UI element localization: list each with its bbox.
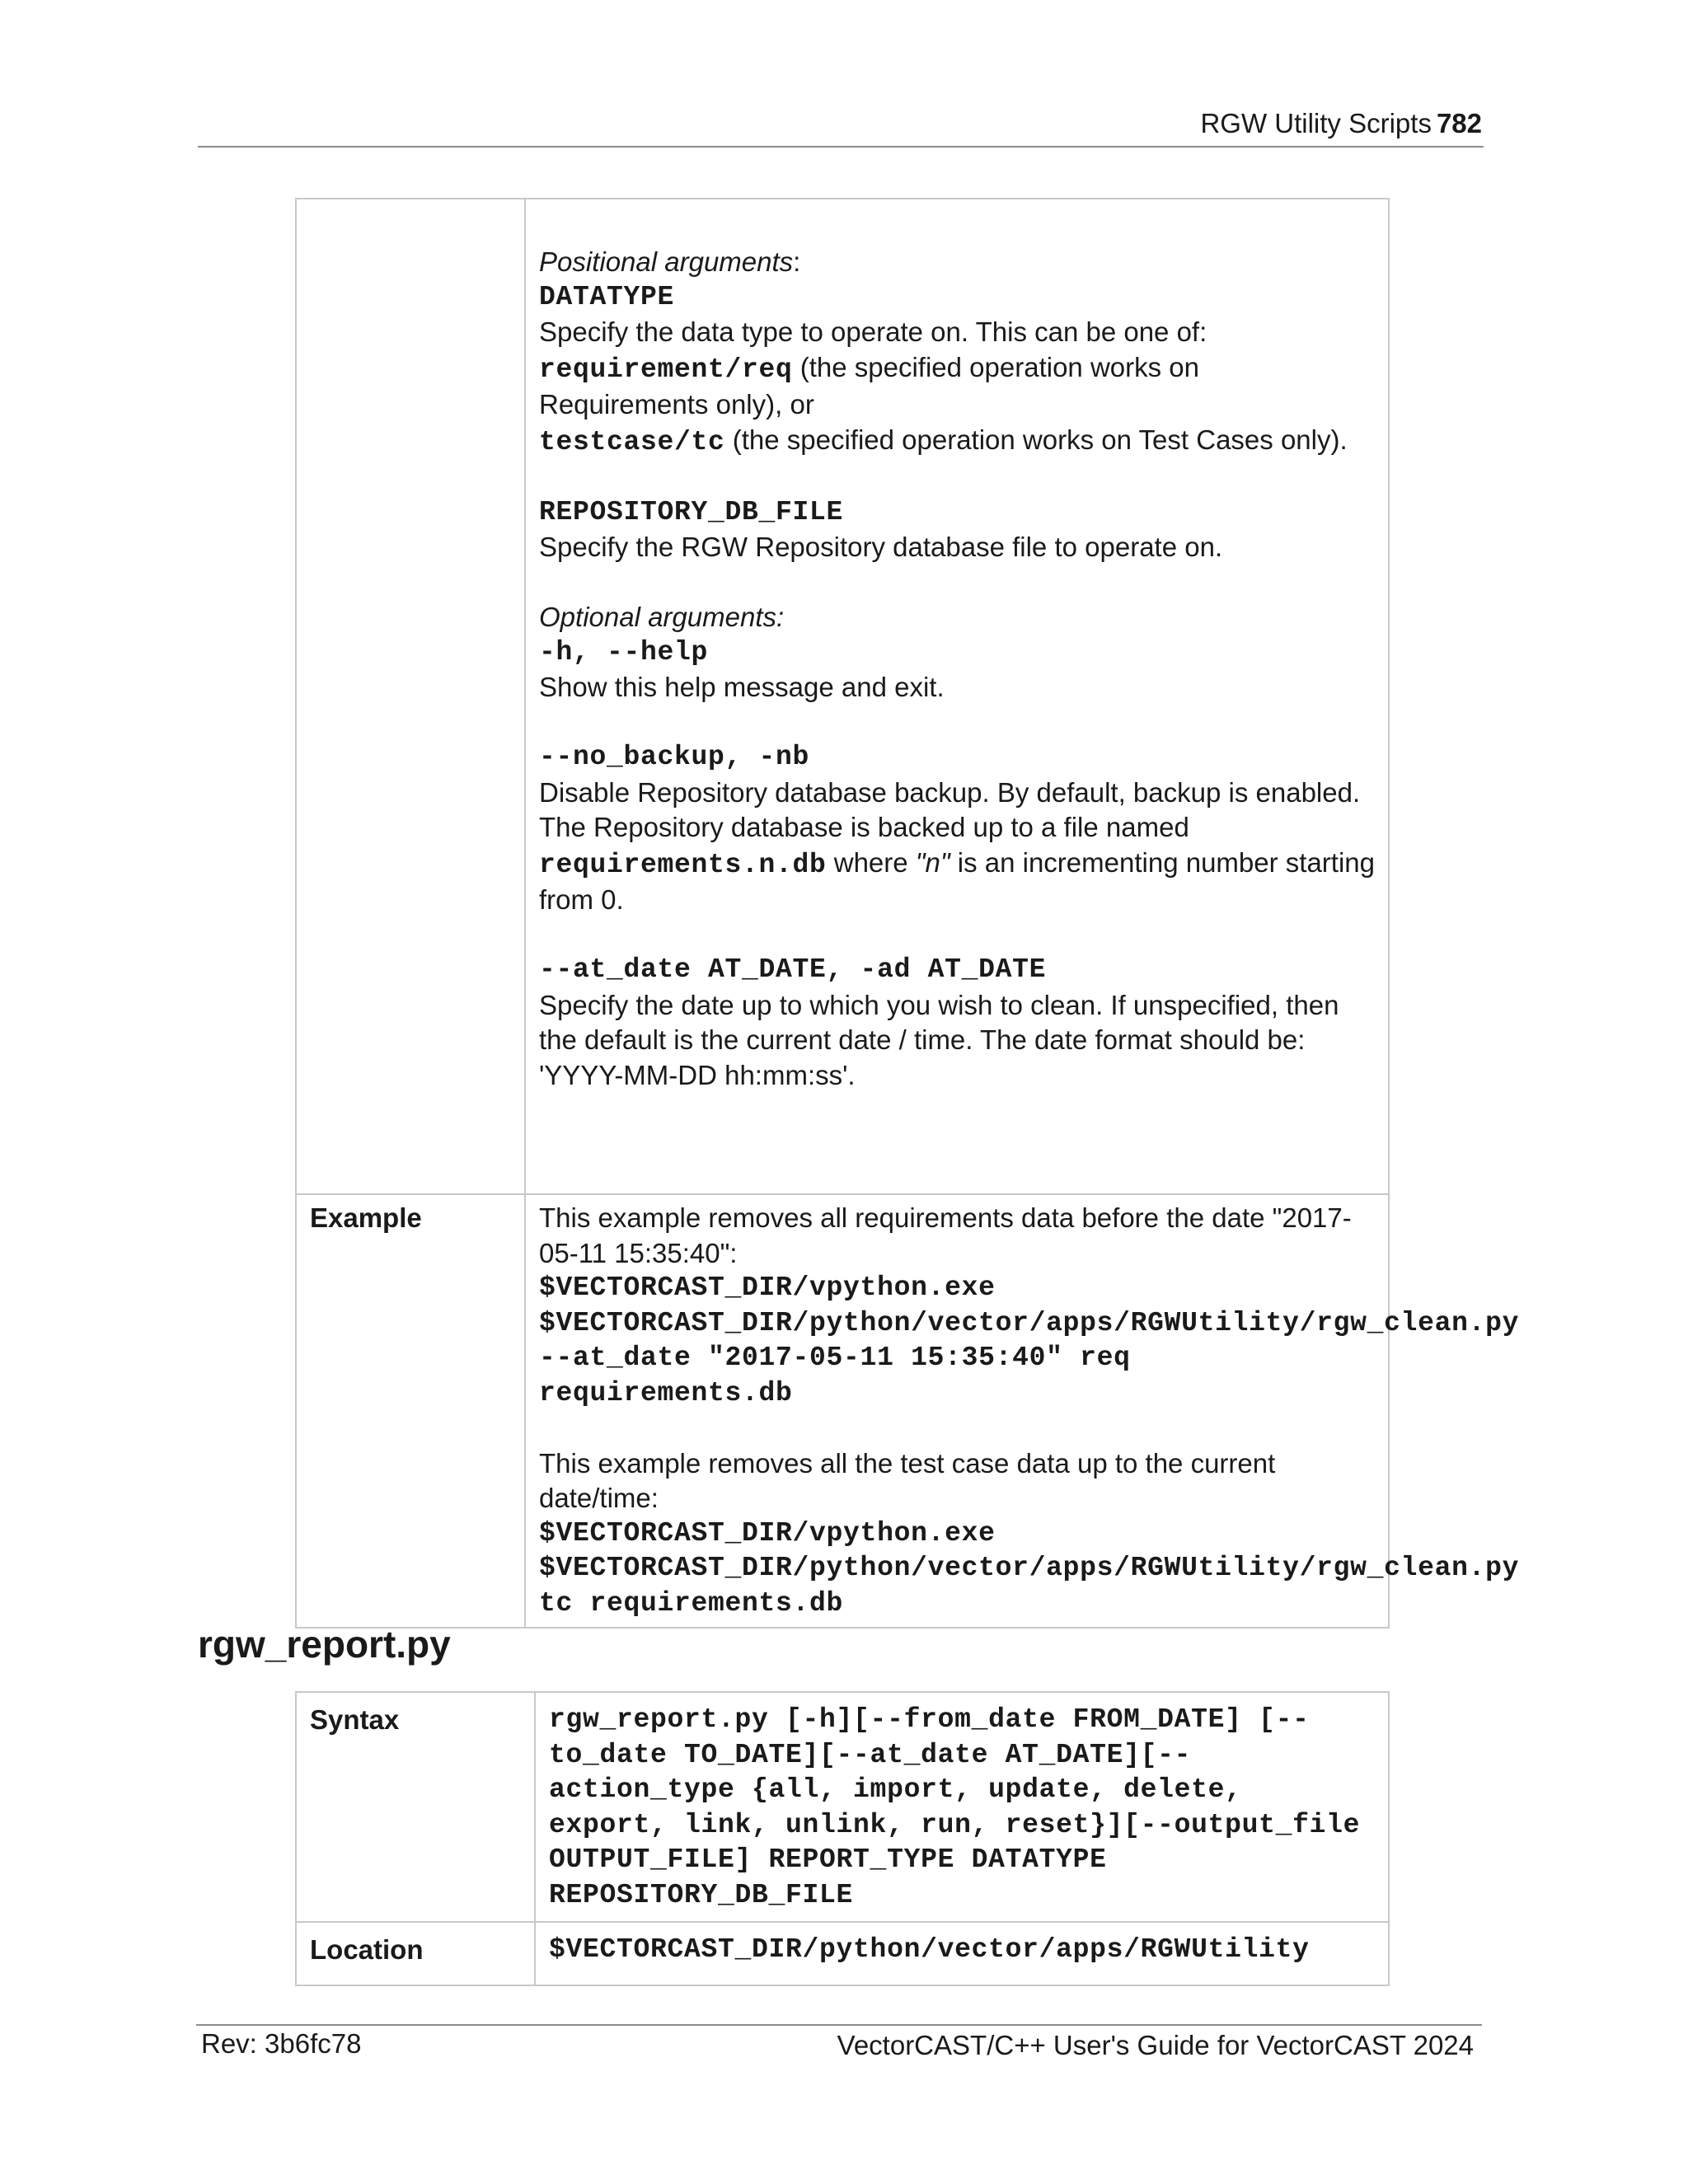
table-row [296, 199, 1389, 1194]
no-backup-desc-part2: where [826, 846, 916, 878]
table-row [296, 1922, 1389, 1985]
page-header [1200, 107, 1482, 140]
empty-label-cell [296, 199, 525, 1194]
positional-colon: : [793, 246, 801, 277]
repository-db-file-name: REPOSITORY_DB_FILE [539, 496, 844, 527]
testcase-tc-code: testcase/tc [539, 426, 725, 457]
table-row [296, 1194, 1389, 1628]
requirements-n-db-code: requirements.n.db [539, 849, 827, 880]
no-backup-desc-part1: Disable Repository database backup. By default, backup is enabled. The Repository database is backed up to a file named [539, 776, 1361, 842]
header-rule [198, 146, 1484, 148]
repository-db-file-desc: Specify the RGW Repository database file to operate on. [539, 532, 1223, 562]
location-value: $VECTORCAST_DIR/python/vector/apps/RGWUtility [535, 1922, 1389, 1985]
rgw-clean-table [295, 198, 1520, 1629]
testcase-tc-text: (the specified operation works on Test Cases only). [724, 424, 1348, 455]
footer-revision: Rev: 3b6fc78 [201, 2028, 362, 2059]
datatype-argument-desc: Specify the data type to operate on. This can be one of: [539, 316, 1207, 347]
footer-guide-title: VectorCAST/C++ User's Guide for VectorCAST 2024 [837, 2030, 1474, 2060]
n-placeholder: "n" [915, 846, 950, 878]
example-cell [525, 1194, 1520, 1628]
example-1-text: This example removes all requirements data before the date "2017-05-11 15:35:40": [539, 1202, 1352, 1268]
positional-arguments-heading: Positional arguments [539, 246, 794, 277]
datatype-argument-name: DATATYPE [539, 281, 675, 312]
at-date-argument-desc: Specify the date up to which you wish to clean. If unspecified, then the default is the current date / time. The date format should be: 'YYYY-MM-DD hh:mm:ss'. [539, 989, 1339, 1090]
requirement-req-text: (the specified operation works on Requirements only), or [539, 351, 1199, 419]
rgw-report-table [295, 1691, 1390, 1986]
example-2-text: This example removes all the test case data up to the current date/time: [539, 1447, 1276, 1513]
example-2-command: $VECTORCAST_DIR/vpython.exe $VECTORCAST_DIR/python/vector/apps/RGWUtility/rgw_clean.py tc requirements.db [539, 1517, 1520, 1619]
footer-rule [196, 2024, 1482, 2026]
example-label: Example [296, 1194, 525, 1628]
table-row [296, 1692, 1389, 1922]
no-backup-argument-desc [539, 776, 1375, 918]
example-1-command: $VECTORCAST_DIR/vpython.exe $VECTORCAST_DIR/python/vector/apps/RGWUtility/rgw_clean.py --at_date "2017-05-11 15:35:40" req requirements.db [539, 1272, 1520, 1408]
section-title: rgw_report.py [198, 1623, 451, 1666]
arguments-description-cell [525, 199, 1389, 1194]
requirement-req-code: requirement/req [539, 354, 793, 385]
no-backup-desc-part3: is an incrementing number starting from 0. [539, 846, 1375, 915]
page-number: 782 [1436, 108, 1482, 138]
location-label: Location [296, 1922, 535, 1985]
no-backup-argument-name: --no_backup, -nb [539, 742, 810, 772]
help-argument-desc: Show this help message and exit. [539, 672, 945, 702]
syntax-value: rgw_report.py [-h][--from_date FROM_DATE] [--to_date TO_DATE][--at_date AT_DATE][--action_type {all, import, update, delete, export, link, unlink, run, reset}][--output_file OUTPUT_FILE] REPORT_TYPE DATATYPE REPOSITORY_DB_FILE [535, 1692, 1389, 1922]
syntax-label: Syntax [296, 1692, 535, 1922]
optional-arguments-heading: Optional arguments: [539, 602, 785, 632]
at-date-argument-name: --at_date AT_DATE, -ad AT_DATE [539, 954, 1047, 985]
help-argument-name: -h, --help [539, 636, 709, 668]
header-section-title: RGW Utility Scripts [1200, 108, 1432, 138]
